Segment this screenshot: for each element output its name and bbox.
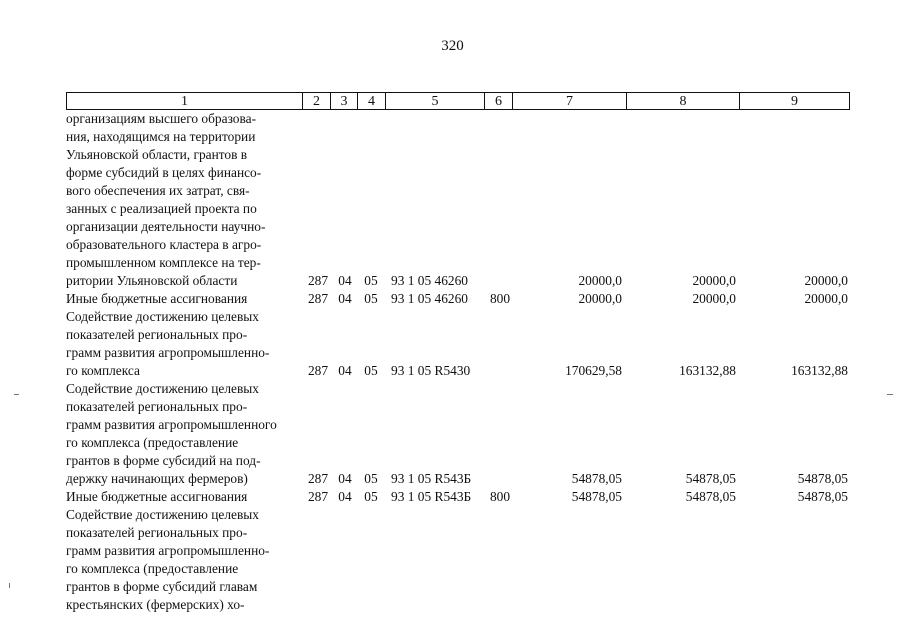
row-description: Иные бюджетные ассигнования xyxy=(66,291,248,306)
header-col-2: 2 xyxy=(302,92,330,110)
cell-col-2 xyxy=(304,596,332,614)
cell-col-4: 05 xyxy=(364,471,378,486)
header-col-7: 7 xyxy=(512,92,626,110)
cell-col-3: 04 xyxy=(338,363,352,378)
cell-col-8 xyxy=(628,596,736,614)
cell-col-2: 287 xyxy=(307,489,329,504)
cell-col-4: 05 xyxy=(364,291,378,306)
cell-col-2: 287 xyxy=(307,471,329,486)
cell-col-7: 20000,0 xyxy=(578,273,622,288)
cell-col-9: 54878,05 xyxy=(797,471,848,486)
row-description: Иные бюджетные ассигнования xyxy=(66,489,248,504)
cell-col-6 xyxy=(486,596,514,614)
table-body xyxy=(66,110,856,614)
cell-col-4: 05 xyxy=(364,489,378,504)
cell-col-5 xyxy=(391,596,501,614)
cell-col-7: 170629,58 xyxy=(565,363,622,378)
cell-col-6 xyxy=(486,272,514,290)
cell-col-3 xyxy=(332,596,358,614)
cell-col-5: 93 1 05 R543Б xyxy=(391,489,472,504)
table-row xyxy=(66,488,856,506)
cell-col-2: 287 xyxy=(307,273,329,288)
cell-col-6: 800 xyxy=(489,489,511,504)
cell-col-9 xyxy=(742,596,848,614)
cell-col-5: 93 1 05 R543Б xyxy=(391,471,472,486)
cell-col-3: 04 xyxy=(338,291,352,306)
row-description: Содействие достижению целевых показателей региональных про- грамм развития агропромышленно- го комплекса (предоставление грантов в форме субсидий главам крестьянских (фермерских) хо- xyxy=(66,507,270,612)
cell-col-7: 20000,0 xyxy=(578,291,622,306)
cell-col-7 xyxy=(514,596,622,614)
cell-col-8: 163132,88 xyxy=(679,363,736,378)
cell-col-9: 163132,88 xyxy=(791,363,848,378)
cell-col-4: 05 xyxy=(364,273,378,288)
cell-col-4 xyxy=(358,596,384,614)
cell-col-6 xyxy=(486,362,514,380)
cell-col-4: 05 xyxy=(364,363,378,378)
table-row xyxy=(66,290,856,308)
scan-speck xyxy=(9,583,10,588)
cell-col-9: 20000,0 xyxy=(804,291,848,306)
cell-col-8: 20000,0 xyxy=(692,291,736,306)
header-col-1: 1 xyxy=(66,92,302,110)
cell-col-8: 54878,05 xyxy=(685,471,736,486)
cell-col-2: 287 xyxy=(307,363,329,378)
page-number: 320 xyxy=(441,38,464,54)
table-row xyxy=(66,308,856,380)
table-row xyxy=(66,110,856,290)
cell-col-6: 800 xyxy=(489,291,511,306)
header-col-4: 4 xyxy=(357,92,385,110)
cell-col-7: 54878,05 xyxy=(571,489,622,504)
cell-col-3: 04 xyxy=(338,489,352,504)
row-description: Содействие достижению целевых показателей региональных про- грамм развития агропромышленного го комплекса (предоставление грантов в форме субсидий на под- держку начинающих фермеров) xyxy=(66,381,277,486)
header-col-6: 6 xyxy=(484,92,512,110)
header-col-8: 8 xyxy=(626,92,739,110)
cell-col-9: 54878,05 xyxy=(797,489,848,504)
cell-col-3: 04 xyxy=(338,471,352,486)
cell-col-8: 20000,0 xyxy=(692,273,736,288)
row-description: Содействие достижению целевых показателей региональных про- грамм развития агропромышленно- го комплекса xyxy=(66,309,270,378)
cell-col-5: 93 1 05 46260 xyxy=(391,273,468,288)
table-row xyxy=(66,380,856,488)
cell-col-5: 93 1 05 46260 xyxy=(391,291,468,306)
table-row xyxy=(66,506,856,614)
cell-col-9: 20000,0 xyxy=(804,273,848,288)
scan-speck xyxy=(887,394,893,395)
cell-col-2: 287 xyxy=(307,291,329,306)
header-col-3: 3 xyxy=(330,92,357,110)
cell-col-5: 93 1 05 R5430 xyxy=(391,363,471,378)
cell-col-3: 04 xyxy=(338,273,352,288)
scan-speck xyxy=(14,394,19,395)
row-description: организациям высшего образова- ния, находящимся на территории Ульяновской области, грантов в форме субсидий в целях финансо- вого обеспечения их затрат, свя- занных с реализацией проекта по организации деятельности научно- образовательного кластера в агро- промышленном комплексе на тер- ритории Ульяновской области xyxy=(66,111,266,288)
cell-col-7: 54878,05 xyxy=(571,471,622,486)
header-col-9: 9 xyxy=(739,92,850,110)
cell-col-8: 54878,05 xyxy=(685,489,736,504)
cell-col-6 xyxy=(486,470,514,488)
header-col-5: 5 xyxy=(385,92,484,110)
table-header xyxy=(66,92,850,110)
